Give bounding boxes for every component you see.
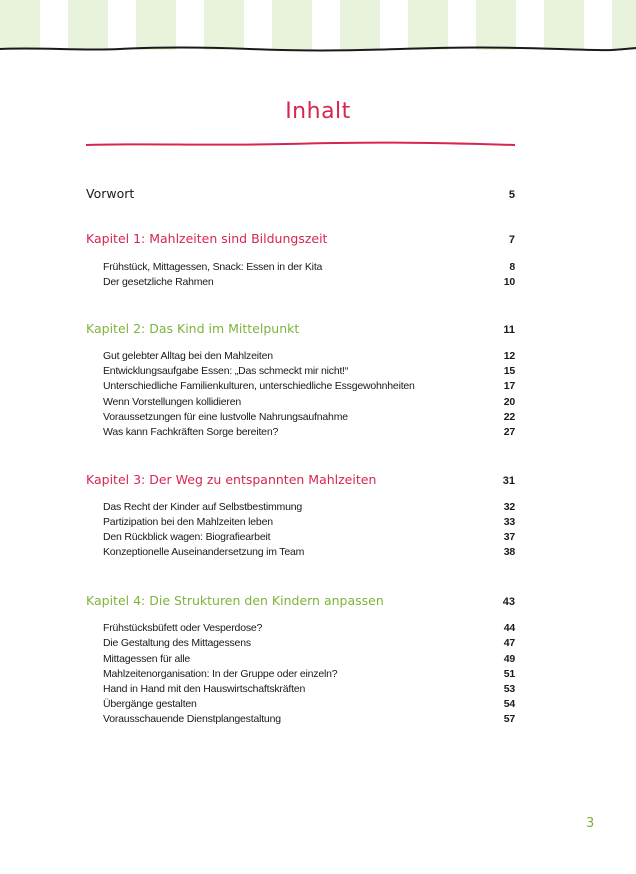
title-underline [86,140,515,148]
toc-entry-page: 10 [503,276,515,288]
toc-entry[interactable] [103,501,515,513]
toc-entry-label: Frühstück, Mittagessen, Snack: Essen in der Kita [103,261,323,273]
toc-entry[interactable] [103,276,515,288]
toc-chapter-3[interactable] [86,472,515,487]
toc-foreword[interactable] [86,186,515,201]
toc-entry-page: 27 [503,426,515,438]
toc-entry[interactable] [103,426,515,438]
toc-entry[interactable] [103,396,515,408]
toc-entry[interactable] [103,622,515,634]
toc-entry[interactable] [103,261,515,273]
top-border-line [0,44,636,54]
toc-chapter-label: Kapitel 1: Mahlzeiten sind Bildungszeit [86,231,328,246]
toc-chapter-2[interactable] [86,321,515,336]
toc-chapter-page: 43 [502,596,515,608]
toc-entry-page: 8 [509,261,515,273]
toc-entry-page: 47 [503,637,515,649]
toc-entry[interactable] [103,365,515,377]
toc-entry-page: 38 [503,546,515,558]
toc-entry[interactable] [103,380,515,392]
toc-chapter-label: Kapitel 2: Das Kind im Mittelpunkt [86,321,300,336]
toc-foreword-page: 5 [508,189,515,201]
toc-entry-page: 20 [503,396,515,408]
toc-chapter-1[interactable] [86,231,515,246]
page-number: 3 [586,816,595,831]
toc-entry-label: Die Gestaltung des Mittagessens [103,637,251,649]
toc-entry[interactable] [103,411,515,423]
page-title: Inhalt [285,99,351,124]
decorative-stripes [0,0,636,50]
toc-entry-page: 12 [503,350,515,362]
toc-entry-page: 54 [503,698,515,710]
toc-chapter-page: 11 [503,324,515,336]
toc-entry-label: Wenn Vorstellungen kollidieren [103,396,241,408]
toc-entry[interactable] [103,668,515,680]
toc-entry-page: 32 [503,501,515,513]
toc-chapter-label: Kapitel 4: Die Strukturen den Kindern anpassen [86,593,384,608]
toc-entry-label: Der gesetzliche Rahmen [103,276,214,288]
toc-foreword-label: Vorwort [86,186,135,201]
toc-chapter-page: 31 [502,475,515,487]
toc-entry-page: 22 [503,411,515,423]
toc-entry[interactable] [103,683,515,695]
toc-entry-label: Partizipation bei den Mahlzeiten leben [103,516,273,528]
toc-entry-label: Vorausschauende Dienstplangestaltung [103,713,281,725]
toc-entry-label: Hand in Hand mit den Hauswirtschaftskräften [103,683,306,695]
toc-entry[interactable] [103,713,515,725]
toc-chapter-label: Kapitel 3: Der Weg zu entspannten Mahlzeiten [86,472,377,487]
toc-chapter-page: 7 [508,234,515,246]
toc-entry-page: 51 [503,668,515,680]
toc-entry-page: 33 [503,516,515,528]
toc-entry[interactable] [103,653,515,665]
toc-entry-label: Voraussetzungen für eine lustvolle Nahrungsaufnahme [103,411,348,423]
toc-entry-label: Gut gelebter Alltag bei den Mahlzeiten [103,350,273,362]
toc-entry-page: 15 [503,365,515,377]
toc-entry-label: Den Rückblick wagen: Biografiearbeit [103,531,271,543]
toc-entry[interactable] [103,350,515,362]
toc-entry[interactable] [103,637,515,649]
toc-entry[interactable] [103,698,515,710]
toc-entry-label: Unterschiedliche Familienkulturen, unterschiedliche Essgewohnheiten [103,380,415,392]
toc-entry-page: 17 [503,380,515,392]
toc-entry-label: Konzeptionelle Auseinandersetzung im Team [103,546,305,558]
toc-entry[interactable] [103,546,515,558]
toc-entry-page: 49 [503,653,515,665]
toc-entry-page: 37 [503,531,515,543]
toc-entry-label: Das Recht der Kinder auf Selbstbestimmung [103,501,302,513]
toc-entry-label: Mahlzeitenorganisation: In der Gruppe oder einzeln? [103,668,338,680]
toc-entry-label: Frühstücksbüfett oder Vesperdose? [103,622,263,634]
toc-entry[interactable] [103,516,515,528]
toc-entry-label: Entwicklungsaufgabe Essen: „Das schmeckt mir nicht!“ [103,365,349,377]
toc-entry[interactable] [103,531,515,543]
toc-entry-label: Mittagessen für alle [103,653,191,665]
toc-entry-label: Übergänge gestalten [103,698,197,710]
toc-entry-page: 44 [503,622,515,634]
toc-chapter-4[interactable] [86,593,515,608]
toc-entry-page: 57 [503,713,515,725]
toc-entry-page: 53 [503,683,515,695]
toc-entry-label: Was kann Fachkräften Sorge bereiten? [103,426,279,438]
